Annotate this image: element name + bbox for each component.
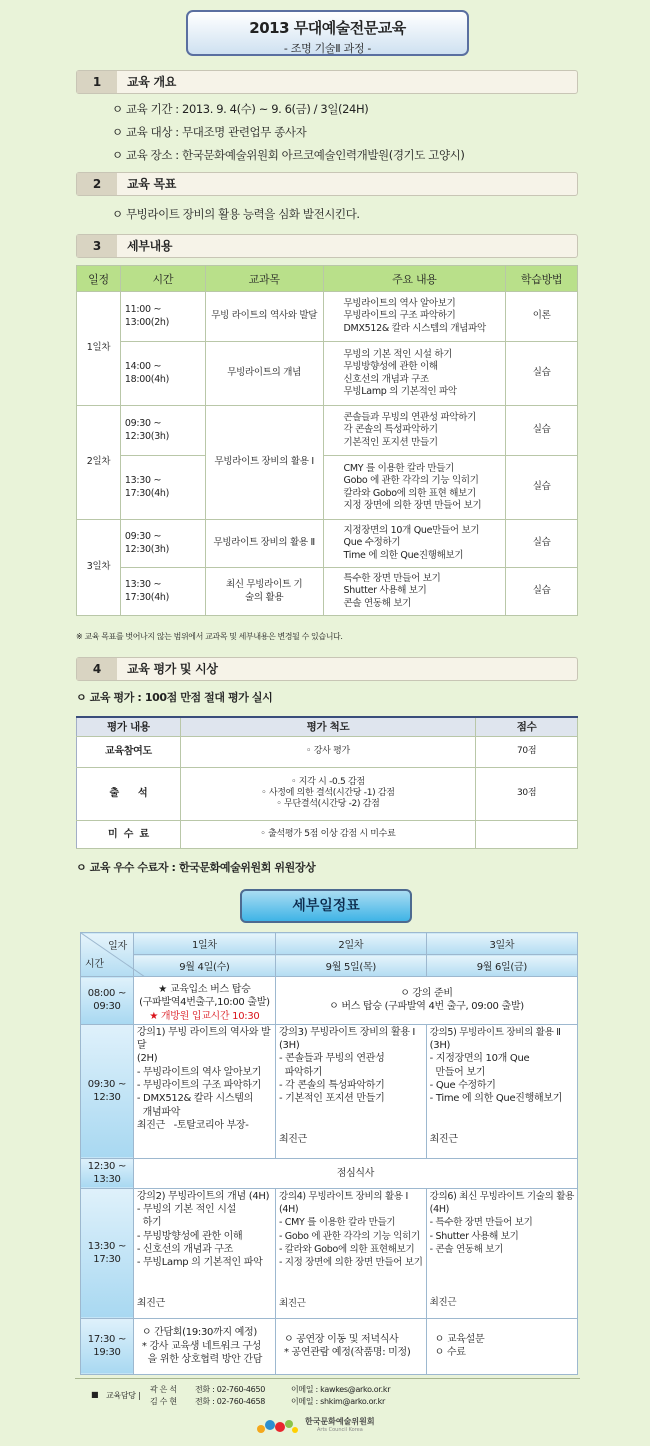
col-header-time: 시간 bbox=[120, 266, 205, 292]
slot-line: (4H) bbox=[278, 1204, 299, 1216]
content-cell bbox=[323, 568, 506, 616]
col-header-content: 주요 내용 bbox=[323, 266, 506, 292]
slot-line: - 지정장면의 10개 Que bbox=[429, 1053, 530, 1065]
slot-line: 개념파악 bbox=[136, 1106, 181, 1118]
slot-line: 강의1) 무빙 라이트의 역사와 발달 bbox=[136, 1026, 271, 1052]
curriculum-note: ※ 교육 목표를 벗어나지 않는 범위에서 교과목 및 세부내용은 변경될 수 있습니다. bbox=[76, 632, 343, 641]
slot-line: ㅇ 수료 bbox=[434, 1347, 466, 1359]
org-name-en: Arts Council Korea bbox=[317, 1427, 363, 1433]
overview-period: ㅇ 교육 기간 : 2013. 9. 4(수) ~ 9. 6(금) / 3일(24H) bbox=[112, 102, 369, 116]
slot-instructor: 최진근 bbox=[429, 1297, 457, 1309]
slot-line: - 각 콘솔의 특성파악하기 bbox=[278, 1080, 385, 1092]
criteria-line: ◦ 무단결석(시간당 -2) 감점 bbox=[276, 799, 380, 809]
slot-line: ㅇ 간담회(19:30까지 예정) bbox=[141, 1327, 258, 1339]
slot-line: - Gobo 에 관한 각각의 기능 익히기 bbox=[278, 1230, 420, 1242]
content-cell bbox=[323, 342, 506, 406]
content-line: Que 수정하기 bbox=[343, 537, 401, 549]
subject-cell: 최신 무빙라이트 기술의 활용 bbox=[205, 568, 323, 616]
slot-time: 09:30 ~ 12:30 bbox=[81, 1024, 134, 1158]
time-cell: 09:30 ~ 12:30(3h) bbox=[120, 520, 205, 568]
table-row bbox=[77, 456, 578, 520]
eval-criteria: ◦ 출석평가 5점 이상 감점 시 미수료 bbox=[180, 820, 475, 848]
schedule-row bbox=[81, 1158, 578, 1188]
time-cell: 13:30 ~ 17:30(4h) bbox=[120, 568, 205, 616]
content-cell bbox=[323, 292, 506, 342]
slot-line: 하기 bbox=[136, 1217, 162, 1229]
time-cell: 13:30 ~ 17:30(4h) bbox=[120, 456, 205, 520]
slot-line: ㅇ 버스 탑승 (구파발역 4번 출구, 09:00 출발) bbox=[329, 1001, 524, 1013]
schedule-day-2: 2일차 bbox=[275, 933, 426, 955]
slot-instructor: 최진근 bbox=[136, 1297, 165, 1309]
schedule-corner bbox=[81, 933, 134, 977]
org-name: 한국문화예술위원회 bbox=[305, 1417, 375, 1426]
section-label: 교육 목표 bbox=[127, 177, 177, 191]
contact-phone: 전화 : 02-760-4650 bbox=[195, 1385, 266, 1394]
content-line: 무빙방향성에 관한 이해 bbox=[343, 361, 438, 372]
slot-line: - CMY 를 이용한 칼라 만들기 bbox=[278, 1217, 396, 1229]
footer bbox=[75, 1378, 580, 1406]
slot-line: * 강사 교육생 네트워크 구성 bbox=[141, 1340, 262, 1352]
table-row bbox=[77, 406, 578, 456]
schedule-table bbox=[80, 932, 578, 1375]
section-label: 교육 개요 bbox=[127, 75, 177, 89]
content-cell bbox=[323, 520, 506, 568]
schedule-day-3: 3일차 bbox=[426, 933, 577, 955]
content-line: 각 콘솔의 특성파악하기 bbox=[343, 424, 438, 436]
slot-day1-lecture1 bbox=[133, 1024, 275, 1158]
slot-line: 강의6) 최신 무빙라이트 기술의 활용 bbox=[429, 1190, 574, 1202]
content-line: 무빙Lamp 의 기본적인 파악 bbox=[343, 386, 457, 397]
eval-criteria bbox=[180, 767, 475, 820]
slot-line: ㅇ 공연장 이동 및 저녁식사 bbox=[283, 1334, 399, 1346]
slot-line: - 무빙Lamp 의 기본적인 파악 bbox=[136, 1257, 263, 1269]
section-4-header bbox=[76, 657, 578, 681]
slot-line: - 무빙라이트의 역사 알아보기 bbox=[136, 1066, 262, 1078]
col-header-method: 학습방법 bbox=[506, 266, 578, 292]
section-number: 2 bbox=[77, 173, 117, 195]
content-line: 무빙라이트의 역사 알아보기 bbox=[343, 297, 456, 309]
content-line: 콘솔 연동해 보기 bbox=[343, 597, 412, 609]
slot-line: - 콘솔들과 무빙의 연관성 bbox=[278, 1053, 385, 1065]
day-cell: 2일차 bbox=[77, 406, 121, 520]
section-number: 4 bbox=[77, 658, 117, 680]
contact-phone: 전화 : 02-760-4658 bbox=[195, 1397, 266, 1406]
section-label: 교육 평가 및 시상 bbox=[127, 662, 218, 676]
table-row bbox=[77, 568, 578, 616]
slot-line: (3H) bbox=[278, 1040, 300, 1052]
method-cell: 실습 bbox=[506, 342, 578, 406]
slot-line: 강의3) 무빙라이트 장비의 활용 Ⅰ bbox=[278, 1026, 416, 1038]
evaluation-summary: ㅇ 교육 평가 : 100점 만점 절대 평가 실시 bbox=[76, 691, 273, 704]
slot-line: (3H) bbox=[429, 1040, 451, 1052]
slot-line: - Time 에 의한 Que진행해보기 bbox=[429, 1093, 563, 1105]
arko-logo bbox=[255, 1414, 415, 1438]
method-cell: 이론 bbox=[506, 292, 578, 342]
content-line: 기본적인 포지션 만들기 bbox=[343, 436, 438, 448]
footer-label: 교육담당 | bbox=[106, 1391, 141, 1400]
slot-day2-lecture3 bbox=[275, 1024, 426, 1158]
slot-line: - 신호선의 개념과 구조 bbox=[136, 1244, 234, 1256]
content-line: DMX512& 칼라 시스템의 개념파악 bbox=[343, 322, 486, 334]
subject-cell: 무빙라이트의 개념 bbox=[205, 342, 323, 406]
subject-cell: 무빙 라이트의 역사와 발달 bbox=[205, 292, 323, 342]
criteria-line: ◦ 사정에 의한 결석(시간당 -1) 감점 bbox=[261, 788, 395, 798]
content-line: 지정 장면에 의한 장면 만들어 보기 bbox=[343, 500, 482, 511]
col-header-subject: 교과목 bbox=[205, 266, 323, 292]
table-row bbox=[77, 342, 578, 406]
time-cell: 14:00 ~ 18:00(4h) bbox=[120, 342, 205, 406]
table-row bbox=[77, 292, 578, 342]
schedule-row bbox=[81, 977, 578, 1025]
content-cell bbox=[323, 406, 506, 456]
slot-line: - 콘솔 연동해 보기 bbox=[429, 1244, 504, 1256]
slot-line: 을 위한 상호협력 방안 간담 bbox=[141, 1354, 263, 1366]
entry-time-highlight: ★ 개방원 입교시간 10:30 bbox=[149, 1010, 260, 1022]
slot-line: - 칼라와 Gobo에 의한 표현해보기 bbox=[278, 1244, 415, 1256]
method-cell: 실습 bbox=[506, 456, 578, 520]
day-cell: 3일차 bbox=[77, 520, 121, 616]
slot-line: ㅇ 강의 준비 bbox=[400, 988, 453, 1000]
contact-name: 곽 은 석 bbox=[150, 1385, 177, 1394]
col-header-day: 일정 bbox=[77, 266, 121, 292]
slot-line: - 무빙라이트의 구조 파악하기 bbox=[136, 1080, 262, 1092]
eval-score bbox=[476, 820, 578, 848]
slot-line: ㅇ 교육설문 bbox=[434, 1334, 485, 1346]
curriculum-table bbox=[76, 265, 578, 616]
time-cell: 09:30 ~ 12:30(3h) bbox=[120, 406, 205, 456]
slot-day2-lecture4 bbox=[275, 1188, 426, 1318]
slot-time: 08:00 ~ 09:30 bbox=[81, 977, 134, 1025]
subject-cell: 무빙라이트 장비의 활용 Ⅱ bbox=[205, 520, 323, 568]
table-row bbox=[77, 820, 578, 848]
content-line: 지정장면의 10개 Que만들어 보기 bbox=[343, 524, 480, 536]
section-1-header bbox=[76, 70, 578, 94]
eval-item: 교육참여도 bbox=[77, 736, 181, 767]
slot-line: - Que 수정하기 bbox=[429, 1080, 496, 1092]
slot-line: - 지정 장면에 의한 장면 만들어 보기 bbox=[278, 1257, 423, 1269]
section-2-header bbox=[76, 172, 578, 196]
slot-line: 만들어 보기 bbox=[429, 1066, 486, 1078]
slot-time: 12:30 ~ 13:30 bbox=[81, 1158, 134, 1188]
content-line: CMY 를 이용한 칼라 만들기 bbox=[343, 462, 455, 474]
slot-instructor: 최진근 bbox=[278, 1133, 308, 1145]
slot-line: 강의4) 무빙라이트 장비의 활용 Ⅰ bbox=[278, 1190, 408, 1202]
slot-line: - 무빙방향성에 관한 이해 bbox=[136, 1230, 243, 1242]
content-line: 무빙라이트의 구조 파악하기 bbox=[343, 310, 456, 322]
slot-line: - Shutter 사용해 보기 bbox=[429, 1230, 519, 1242]
slot-line: - 특수한 장면 만들어 보기 bbox=[429, 1217, 533, 1229]
slot-day3-lecture6 bbox=[426, 1188, 577, 1318]
schedule-row bbox=[81, 1024, 578, 1158]
slot-line: 강의2) 무빙라이트의 개념 (4H) bbox=[136, 1190, 270, 1202]
content-line: Time 에 의한 Que진행해보기 bbox=[343, 549, 464, 561]
method-cell: 실습 bbox=[506, 406, 578, 456]
slot-line: 강의5) 무빙라이트 장비의 활용 Ⅱ bbox=[429, 1026, 561, 1038]
table-row bbox=[77, 520, 578, 568]
eval-header-item: 평가 내용 bbox=[77, 717, 181, 736]
slot-instructor: 최진근 bbox=[429, 1133, 458, 1145]
slot-line: (2H) bbox=[136, 1053, 158, 1065]
schedule-date-3: 9월 6일(금) bbox=[426, 955, 577, 977]
slot-day3-lecture5 bbox=[426, 1024, 577, 1158]
corner-date-label: 일자 bbox=[108, 941, 127, 952]
eval-score: 70점 bbox=[476, 736, 578, 767]
section-number: 3 bbox=[77, 235, 117, 257]
eval-criteria: ◦ 강사 평가 bbox=[180, 736, 475, 767]
eval-score: 30점 bbox=[476, 767, 578, 820]
slot-line: ★ 교육입소 버스 탑승 bbox=[158, 984, 251, 995]
schedule-row bbox=[81, 1188, 578, 1318]
contact-email: 이메일 : shkim@arko.or.kr bbox=[291, 1397, 386, 1406]
lunch-cell: 점심식사 bbox=[133, 1158, 577, 1188]
section-3-header bbox=[76, 234, 578, 258]
table-row bbox=[77, 767, 578, 820]
content-line: Gobo 에 관한 각각의 기능 익히기 bbox=[343, 475, 479, 486]
eval-header-criteria: 평가 척도 bbox=[180, 717, 475, 736]
evaluation-table bbox=[76, 716, 578, 849]
time-cell: 11:00 ~ 13:00(2h) bbox=[120, 292, 205, 342]
content-line: 무빙의 기본 적인 시설 하기 bbox=[343, 348, 453, 360]
slot-instructor: 최진근 -토탈코리아 부장- bbox=[136, 1119, 249, 1131]
award-text: ㅇ 교육 우수 수료자 : 한국문화예술위원회 위원장상 bbox=[76, 861, 316, 874]
section-label: 세부내용 bbox=[127, 239, 173, 253]
content-line: 칼라와 Gobo에 의한 표현 해보기 bbox=[343, 487, 476, 499]
slot-line: 파악하기 bbox=[278, 1066, 323, 1078]
slot-line: - DMX512& 칼라 시스템의 bbox=[136, 1093, 253, 1105]
content-line: 특수한 장면 만들어 보기 bbox=[343, 572, 441, 584]
schedule-title: 세부일정표 bbox=[240, 889, 412, 923]
table-row bbox=[77, 736, 578, 767]
method-cell: 실습 bbox=[506, 568, 578, 616]
contact-email: 이메일 : kawkes@arko.or.kr bbox=[291, 1385, 391, 1394]
schedule-row bbox=[81, 1318, 578, 1374]
slot-line: - 무빙의 기본 적인 시설 bbox=[136, 1204, 236, 1216]
slot-day3-evening bbox=[426, 1318, 577, 1374]
page-title: 2013 무대예술전문교육 bbox=[249, 19, 406, 37]
corner-time-label: 시간 bbox=[85, 959, 104, 970]
slot-instructor: 최진근 bbox=[278, 1297, 306, 1309]
arko-logo-icon bbox=[255, 1415, 299, 1437]
section-number: 1 bbox=[77, 71, 117, 93]
slot-time: 17:30 ~ 19:30 bbox=[81, 1318, 134, 1374]
slot-line: * 공연관람 예정(작품명: 미정) bbox=[283, 1347, 411, 1359]
contact-name: 김 수 현 bbox=[150, 1397, 177, 1406]
day-cell: 1일차 bbox=[77, 292, 121, 406]
content-line: 콘솔들과 무빙의 연관성 파악하기 bbox=[343, 411, 476, 423]
title-box bbox=[186, 10, 469, 56]
eval-header-score: 점수 bbox=[476, 717, 578, 736]
slot-line: (구파발역4번출구,10:00 출발) bbox=[139, 997, 270, 1009]
eval-item: 미 수 료 bbox=[77, 820, 181, 848]
schedule-day-1: 1일차 bbox=[133, 933, 275, 955]
slot-day1-evening bbox=[133, 1318, 275, 1374]
slot-day2-evening bbox=[275, 1318, 426, 1374]
overview-target: ㅇ 교육 대상 : 무대조명 관련업무 종사자 bbox=[112, 125, 307, 139]
criteria-line: ◦ 지각 시 -0.5 감점 bbox=[291, 777, 365, 787]
overview-place: ㅇ 교육 장소 : 한국문화예술위원회 아르코예술인력개발원(경기도 고양시) bbox=[112, 148, 465, 162]
page-subtitle: - 조명 기술Ⅱ 과정 - bbox=[283, 42, 372, 55]
schedule-date-1: 9월 4일(수) bbox=[133, 955, 275, 977]
slot-day1-morning bbox=[133, 977, 275, 1025]
content-line: Shutter 사용해 보기 bbox=[343, 585, 427, 597]
slot-time: 13:30 ~ 17:30 bbox=[81, 1188, 134, 1318]
footer-bullet-icon: ■ bbox=[91, 1390, 99, 1399]
subject-cell: 무빙라이트 장비의 활용 Ⅰ bbox=[205, 406, 323, 520]
slot-day1-lecture2 bbox=[133, 1188, 275, 1318]
schedule-date-2: 9월 5일(목) bbox=[275, 955, 426, 977]
content-line: 신호선의 개념과 구조 bbox=[343, 373, 429, 385]
goal-text: ㅇ 무빙라이트 장비의 활용 능력을 심화 발전시킨다. bbox=[112, 207, 360, 221]
eval-item: 출 석 bbox=[77, 767, 181, 820]
slot-line: - 기본적인 포지션 만들기 bbox=[278, 1093, 385, 1105]
slot-line: (4H) bbox=[429, 1204, 450, 1216]
slot-day23-morning bbox=[275, 977, 577, 1025]
content-cell bbox=[323, 456, 506, 520]
method-cell: 실습 bbox=[506, 520, 578, 568]
